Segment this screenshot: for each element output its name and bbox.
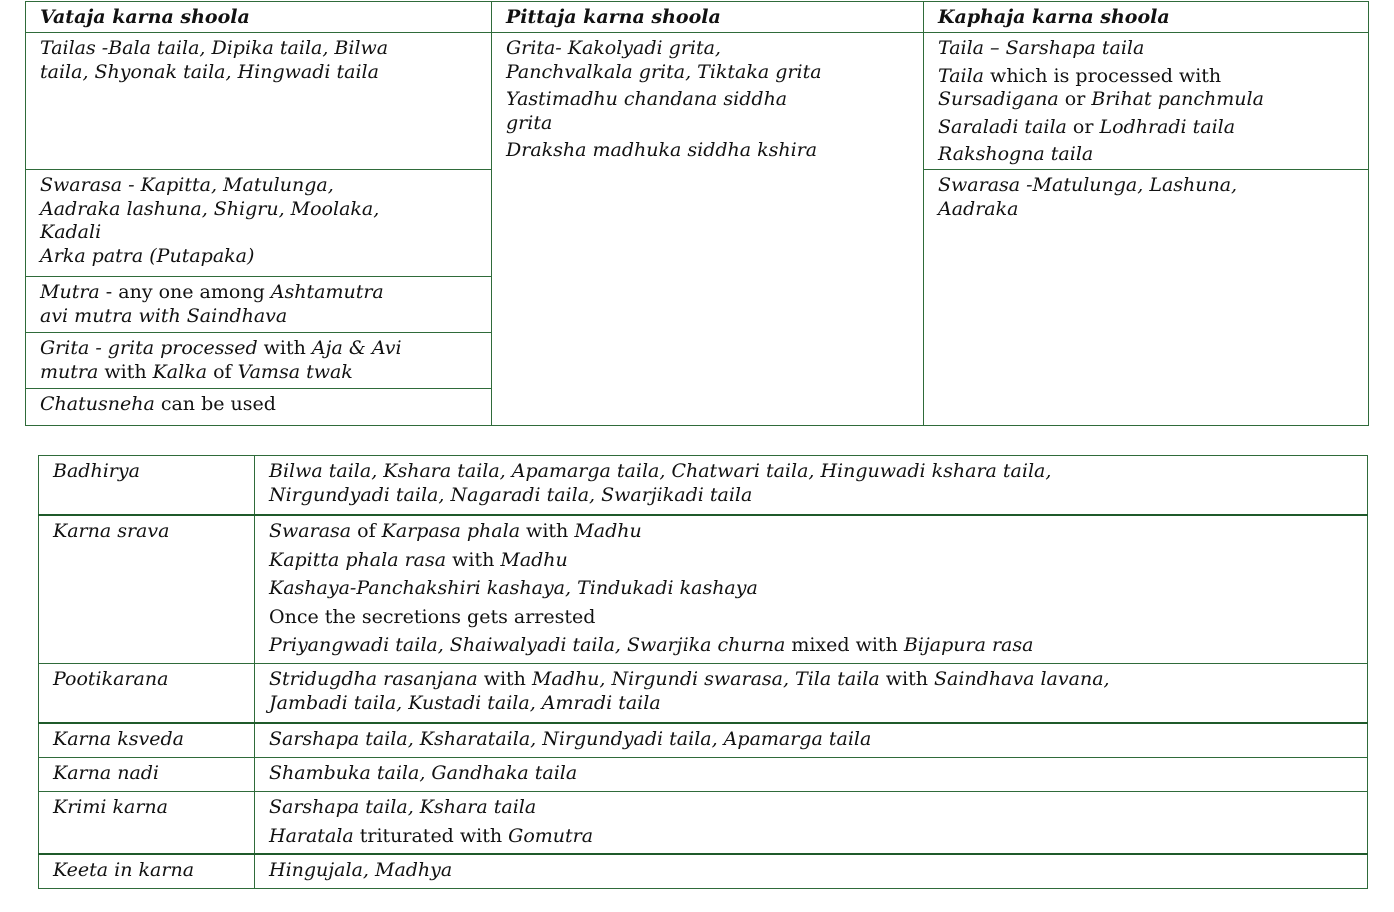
cell-line: Arka patra (Putapaka) bbox=[40, 244, 255, 267]
text-run: - any one among bbox=[99, 281, 271, 303]
text-run: mixed with bbox=[785, 634, 904, 656]
row-name-karna-ksveda: Karna ksveda bbox=[39, 723, 255, 758]
header-row bbox=[26, 2, 1369, 33]
text-run: Saindhava lavana, bbox=[934, 668, 1110, 690]
row-content-krimi-karna bbox=[255, 792, 1368, 855]
cell-line bbox=[938, 88, 1354, 112]
text-run: Sursadigana bbox=[938, 88, 1059, 110]
cell-line bbox=[40, 361, 477, 385]
text-run: Madhu, Nirgundi swarasa, Tila taila bbox=[531, 668, 880, 690]
text-run: Stridugdha rasanjana bbox=[269, 668, 478, 690]
text-run: Brihat panchmula bbox=[1091, 88, 1264, 110]
table-row bbox=[39, 723, 1368, 758]
text-run: Ashtamutra bbox=[270, 281, 384, 303]
text-run: with bbox=[477, 668, 532, 690]
text-run: Kapitta phala rasa bbox=[269, 548, 447, 571]
vataja-swarasa-cell bbox=[26, 170, 492, 277]
text-run: with bbox=[446, 548, 501, 571]
pittaja-cell bbox=[492, 33, 924, 426]
cell-line: Kashaya-Panchakshiri kashaya, Tindukadi kashaya bbox=[269, 577, 758, 599]
cell-line bbox=[269, 825, 1353, 849]
text-run: Madhu bbox=[574, 520, 642, 542]
cell-line bbox=[40, 393, 477, 417]
row-name-karna-nadi: Karna nadi bbox=[39, 758, 255, 792]
table-row bbox=[39, 854, 1368, 889]
kaphaja-taila-cell bbox=[924, 33, 1369, 170]
header-pittaja: Pittaja karna shoola bbox=[492, 2, 924, 33]
text-run: Saraladi taila bbox=[938, 115, 1067, 138]
cell-line: Grita- Kakolyadi grita, bbox=[506, 37, 721, 59]
text-run: Swarasa bbox=[269, 520, 352, 542]
cell-line bbox=[269, 668, 1353, 692]
text-run: Vamsa twak bbox=[237, 360, 353, 383]
text-run: Bijapura rasa bbox=[903, 634, 1034, 656]
cell-line bbox=[938, 116, 1354, 140]
text-run: Gomutra bbox=[508, 824, 594, 847]
text-run: Grita - grita processed bbox=[40, 337, 258, 359]
table-row bbox=[26, 33, 1369, 170]
row-content-karna-nadi bbox=[255, 758, 1368, 792]
text-run: Kalka bbox=[152, 360, 208, 383]
row-name-karna-srava: Karna srava bbox=[39, 515, 255, 664]
cell-line: Aadraka lashuna, Shigru, Moolaka, bbox=[40, 197, 380, 220]
cell-line: Panchvalkala grita, Tiktaka grita bbox=[506, 60, 822, 83]
cell-line: Rakshogna taila bbox=[938, 143, 1094, 165]
cell-line: Yastimadhu chandana siddha bbox=[506, 88, 788, 110]
karna-roga-table bbox=[38, 455, 1368, 889]
row-content-karna-ksveda bbox=[255, 723, 1368, 758]
text-run: with bbox=[879, 668, 934, 690]
table-row bbox=[39, 758, 1368, 792]
header-vataja: Vataja karna shoola bbox=[26, 2, 492, 33]
cell-line: Hingujala, Madhya bbox=[269, 859, 453, 881]
row-content-keeta-in-karna bbox=[255, 854, 1368, 889]
row-content-karna-srava bbox=[255, 515, 1368, 664]
text-run: Lodhradi taila bbox=[1099, 115, 1236, 138]
text-run: with bbox=[257, 337, 312, 359]
cell-line: Tailas -Bala taila, Dipika taila, Bilwa bbox=[40, 37, 389, 59]
cell-line: grita bbox=[506, 111, 553, 134]
karna-shoola-table bbox=[25, 1, 1369, 426]
text-run: with bbox=[98, 360, 153, 383]
text-run: or bbox=[1066, 115, 1100, 138]
text-run: triturated with bbox=[353, 824, 509, 847]
text-run: Mutra bbox=[40, 281, 100, 303]
text-run: Chatusneha bbox=[40, 393, 155, 415]
cell-line bbox=[40, 281, 477, 305]
cell-line: Kadali bbox=[40, 221, 102, 243]
cell-line: Shambuka taila, Gandhaka taila bbox=[269, 762, 578, 784]
cell-line: Once the secretions gets arrested bbox=[269, 605, 596, 628]
text-run: with bbox=[520, 520, 575, 542]
row-content-badhirya bbox=[255, 456, 1368, 516]
table-row bbox=[39, 792, 1368, 855]
text-run: of bbox=[207, 360, 238, 383]
vataja-grita-cell bbox=[26, 333, 492, 389]
cell-line: Aadraka bbox=[938, 197, 1019, 220]
kaphaja-swarasa-cell bbox=[924, 170, 1369, 426]
text-run: can be used bbox=[154, 393, 276, 415]
cell-line: avi mutra with Saindhava bbox=[40, 304, 288, 327]
cell-line: Bilwa taila, Kshara taila, Apamarga taila, Chatwari taila, Hinguwadi kshara taila, bbox=[269, 460, 1052, 482]
cell-line bbox=[269, 549, 1353, 573]
text-run: which is processed with bbox=[984, 64, 1222, 87]
table-row bbox=[39, 515, 1368, 664]
cell-line: Nirgundyadi taila, Nagaradi taila, Swarjikadi taila bbox=[269, 483, 753, 506]
cell-line: Draksha madhuka siddha kshira bbox=[506, 139, 818, 161]
text-run: Aja & Avi bbox=[311, 337, 402, 359]
header-kaphaja: Kaphaja karna shoola bbox=[924, 2, 1369, 33]
table-row bbox=[39, 456, 1368, 516]
cell-line bbox=[40, 337, 477, 361]
text-run: or bbox=[1058, 88, 1092, 110]
cell-line: Swarasa - Kapitta, Matulunga, bbox=[40, 174, 334, 196]
row-content-pootikarana bbox=[255, 664, 1368, 724]
row-name-krimi-karna: Krimi karna bbox=[39, 792, 255, 855]
vataja-tailas-cell bbox=[26, 33, 492, 170]
cell-line bbox=[269, 634, 1353, 658]
cell-line: taila, Shyonak taila, Hingwadi taila bbox=[40, 60, 379, 83]
cell-line bbox=[269, 520, 1353, 544]
cell-line: Swarasa -Matulunga, Lashuna, bbox=[938, 174, 1238, 196]
text-run: mutra bbox=[40, 360, 99, 383]
text-run: of bbox=[351, 520, 382, 542]
row-name-badhirya: Badhirya bbox=[39, 456, 255, 516]
table-row bbox=[39, 664, 1368, 724]
row-name-pootikarana: Pootikarana bbox=[39, 664, 255, 724]
text-run: Haratala bbox=[269, 824, 354, 847]
cell-line: Sarshapa taila, Ksharataila, Nirgundyadi taila, Apamarga taila bbox=[269, 728, 872, 750]
vataja-chatusneha-cell bbox=[26, 389, 492, 426]
text-run: Karpasa phala bbox=[381, 520, 521, 542]
cell-line: Sarshapa taila, Kshara taila bbox=[269, 796, 537, 818]
text-run: Taila bbox=[938, 64, 985, 87]
cell-line: Jambadi taila, Kustadi taila, Amradi taila bbox=[269, 691, 661, 714]
row-name-keeta-in-karna: Keeta in karna bbox=[39, 854, 255, 889]
vataja-mutra-cell bbox=[26, 277, 492, 333]
cell-line bbox=[938, 65, 1354, 89]
text-run: Madhu bbox=[500, 548, 568, 571]
cell-line: Taila – Sarshapa taila bbox=[938, 37, 1145, 59]
text-run: Priyangwadi taila, Shaiwalyadi taila, Swarjika churna bbox=[269, 634, 786, 656]
